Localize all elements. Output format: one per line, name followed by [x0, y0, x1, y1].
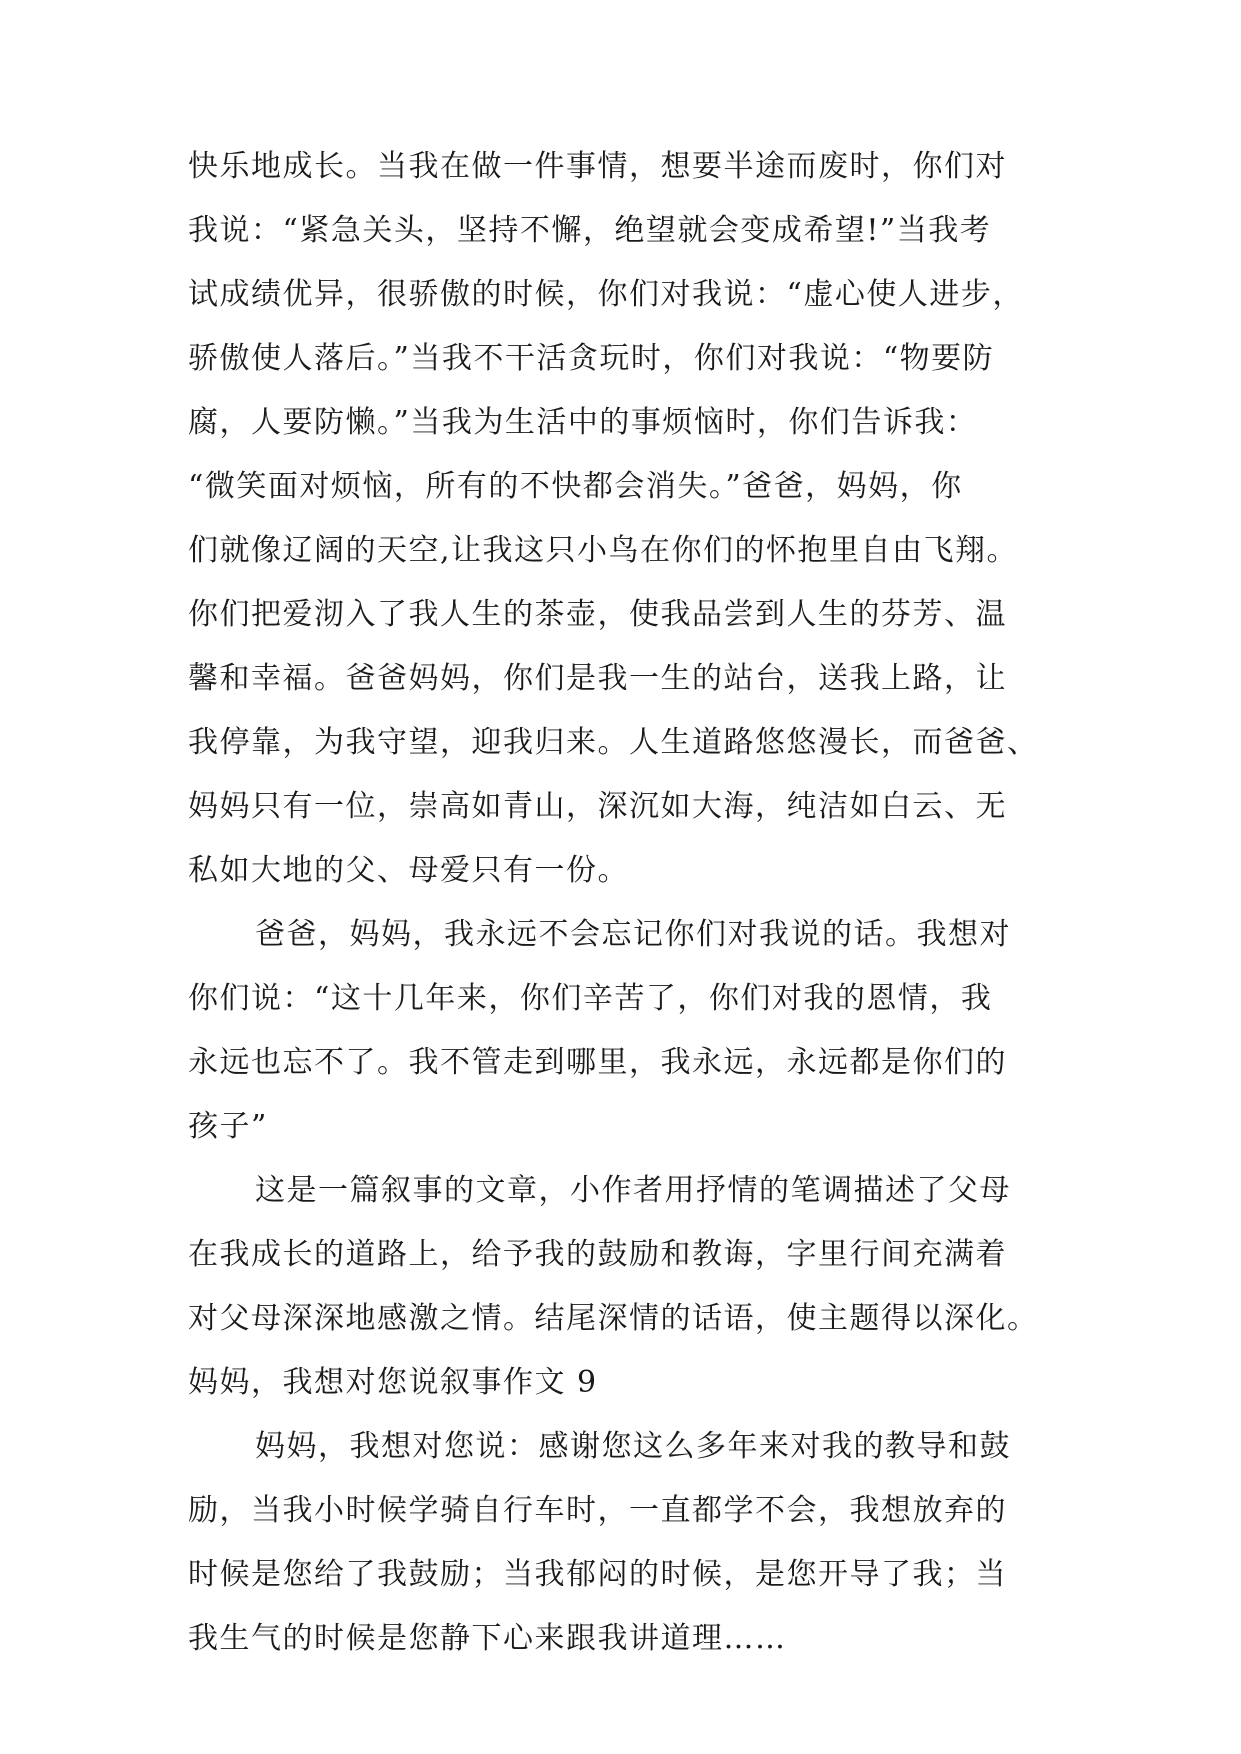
text-line-19: 对父母深深地感激之情。结尾深情的话语，使主题得以深化。 [188, 1301, 1039, 1336]
text-line-4: 骄傲使人落后。”当我不干活贪玩时，你们对我说：“物要防 [188, 341, 995, 376]
paragraph-start-line: 爸爸，妈妈，我永远不会忘记你们对我说的话。我想对 [255, 917, 1011, 952]
text-line-12: 私如大地的父、母爱只有一份。 [188, 853, 629, 888]
text-line-7: 们就像辽阔的天空,让我这只小鸟在你们的怀抱里自由飞翔。 [188, 533, 1019, 568]
text-line-10: 我停靠，为我守望，迎我归来。人生道路悠悠漫长，而爸爸、 [188, 725, 1039, 760]
text-line-16: 孩子” [188, 1109, 268, 1144]
text-line-5: 腐，人要防懒。”当我为生活中的事烦恼时，你们告诉我： [188, 405, 978, 440]
paragraph-start-line: 这是一篇叙事的文章，小作者用抒情的笔调描述了父母 [255, 1173, 1011, 1208]
text-line-3: 试成绩优异，很骄傲的时候，你们对我说：“虚心使人进步， [188, 277, 1024, 312]
text-line-14: 你们说：“这十几年来，你们辛苦了，你们对我的恩情，我 [188, 981, 993, 1016]
paragraph-start-line: 妈妈，我想对您说：感谢您这么多年来对我的教导和鼓 [255, 1429, 1011, 1464]
text-line-18: 在我成长的道路上，给予我的鼓励和教诲，字里行间充满着 [188, 1237, 1007, 1272]
text-line-8: 你们把爱沏入了我人生的茶壶，使我品尝到人生的芬芳、温 [188, 597, 1007, 632]
text-line-22: 励，当我小时候学骑自行车时，一直都学不会，我想放弃的 [188, 1493, 1007, 1528]
text-line-15: 永远也忘不了。我不管走到哪里，我永远，永远都是你们的 [188, 1045, 1007, 1080]
text-line-6: “微笑面对烦恼，所有的不快都会消失。”爸爸，妈妈，你 [188, 469, 963, 504]
text-line-1: 快乐地成长。当我在做一件事情，想要半途而废时，你们对 [188, 149, 1007, 184]
text-line-11: 妈妈只有一位，崇高如青山，深沉如大海，纯洁如白云、无 [188, 789, 1007, 824]
section-heading: 妈妈，我想对您说叙事作文 9 [188, 1365, 598, 1400]
text-line-2: 我说：“紧急关头，坚持不懈，绝望就会变成希望!”当我考 [188, 213, 992, 248]
text-line-24: 我生气的时候是您静下心来跟我讲道理…… [188, 1621, 787, 1656]
text-line-9: 馨和幸福。爸爸妈妈，你们是我一生的站台，送我上路，让 [188, 661, 1007, 696]
text-line-23: 时候是您给了我鼓励；当我郁闷的时候，是您开导了我；当 [188, 1557, 1007, 1592]
